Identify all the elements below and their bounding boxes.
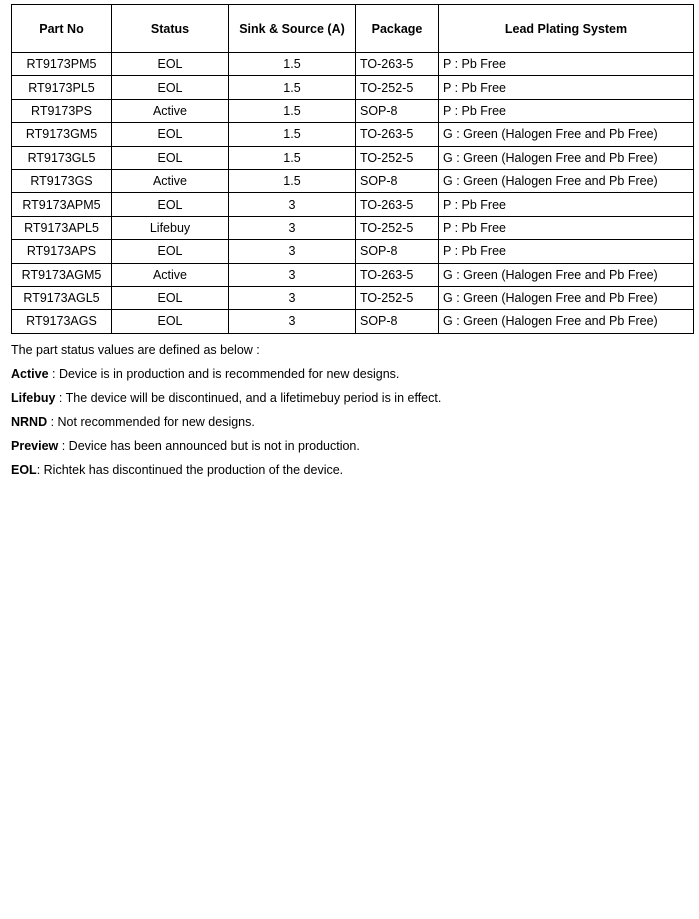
cell-lead-plating: P : Pb Free [439,99,694,122]
cell-part-no: RT9173GL5 [12,146,112,169]
cell-part-no: RT9173AGL5 [12,286,112,309]
definition-eol [11,462,691,486]
table-row [12,169,694,192]
definition-text: : Device has been announced but is not in production. [58,439,360,453]
cell-lead-plating: G : Green (Halogen Free and Pb Free) [439,286,694,309]
definitions-intro: The part status values are defined as below : [11,343,260,357]
header-lead-plating: Lead Plating System [439,5,694,53]
table-row [12,263,694,286]
definition-nrnd [11,414,691,438]
definition-text: : Device is in production and is recommended for new designs. [48,367,400,381]
cell-part-no: RT9173APM5 [12,193,112,216]
cell-status: Active [112,169,229,192]
definition-active [11,366,691,390]
cell-part-no: RT9173AGM5 [12,263,112,286]
definition-text: : The device will be discontinued, and a lifetimebuy period is in effect. [55,391,442,405]
definition-term: Lifebuy [11,391,56,405]
cell-lead-plating: P : Pb Free [439,76,694,99]
cell-part-no: RT9173PS [12,99,112,122]
definition-text: : Not recommended for new designs. [47,415,255,429]
cell-part-no: RT9173AGS [12,310,112,333]
cell-part-no: RT9173PM5 [12,53,112,76]
cell-sink-source: 1.5 [229,146,356,169]
cell-lead-plating: P : Pb Free [439,53,694,76]
cell-status: EOL [112,76,229,99]
cell-package: TO-252-5 [356,286,439,309]
part-status-table [11,4,694,334]
cell-sink-source: 3 [229,240,356,263]
cell-package: SOP-8 [356,240,439,263]
cell-sink-source: 1.5 [229,123,356,146]
status-definitions [11,342,691,486]
definition-term: Active [11,367,49,381]
cell-status: EOL [112,193,229,216]
cell-part-no: RT9173APL5 [12,216,112,239]
cell-status: EOL [112,286,229,309]
definition-term: Preview [11,439,59,453]
cell-package: SOP-8 [356,310,439,333]
cell-part-no: RT9173GM5 [12,123,112,146]
cell-sink-source: 3 [229,263,356,286]
cell-package: TO-252-5 [356,146,439,169]
cell-lead-plating: P : Pb Free [439,240,694,263]
header-package: Package [356,5,439,53]
cell-lead-plating: G : Green (Halogen Free and Pb Free) [439,146,694,169]
cell-package: SOP-8 [356,169,439,192]
table-header-row [12,5,694,53]
header-sink-source: Sink & Source (A) [229,5,356,53]
definition-preview [11,438,691,462]
cell-part-no: RT9173GS [12,169,112,192]
cell-sink-source: 3 [229,193,356,216]
cell-package: TO-263-5 [356,123,439,146]
header-status: Status [112,5,229,53]
cell-package: TO-252-5 [356,216,439,239]
definition-text: : Richtek has discontinued the production of the device. [36,463,344,477]
cell-sink-source: 1.5 [229,99,356,122]
cell-status: Lifebuy [112,216,229,239]
cell-status: Active [112,99,229,122]
table-row [12,216,694,239]
cell-status: Active [112,263,229,286]
cell-package: TO-263-5 [356,193,439,216]
cell-status: EOL [112,146,229,169]
cell-lead-plating: G : Green (Halogen Free and Pb Free) [439,310,694,333]
cell-sink-source: 3 [229,216,356,239]
cell-sink-source: 3 [229,286,356,309]
definition-term: EOL [11,463,37,477]
table-row [12,76,694,99]
table-row [12,53,694,76]
cell-package: TO-263-5 [356,263,439,286]
table-row [12,99,694,122]
cell-package: SOP-8 [356,99,439,122]
cell-lead-plating: G : Green (Halogen Free and Pb Free) [439,169,694,192]
cell-lead-plating: P : Pb Free [439,193,694,216]
table-row [12,286,694,309]
definition-lifebuy [11,390,691,414]
cell-lead-plating: G : Green (Halogen Free and Pb Free) [439,263,694,286]
cell-status: EOL [112,53,229,76]
definition-term: NRND [11,415,48,429]
cell-package: TO-252-5 [356,76,439,99]
table-row [12,193,694,216]
cell-sink-source: 3 [229,310,356,333]
table-row [12,240,694,263]
cell-status: EOL [112,310,229,333]
cell-sink-source: 1.5 [229,169,356,192]
cell-status: EOL [112,240,229,263]
header-part-no: Part No [12,5,112,53]
table-row [12,123,694,146]
cell-package: TO-263-5 [356,53,439,76]
cell-part-no: RT9173PL5 [12,76,112,99]
cell-sink-source: 1.5 [229,76,356,99]
table-row [12,310,694,333]
cell-lead-plating: P : Pb Free [439,216,694,239]
table-row [12,146,694,169]
cell-sink-source: 1.5 [229,53,356,76]
cell-status: EOL [112,123,229,146]
cell-part-no: RT9173APS [12,240,112,263]
cell-lead-plating: G : Green (Halogen Free and Pb Free) [439,123,694,146]
